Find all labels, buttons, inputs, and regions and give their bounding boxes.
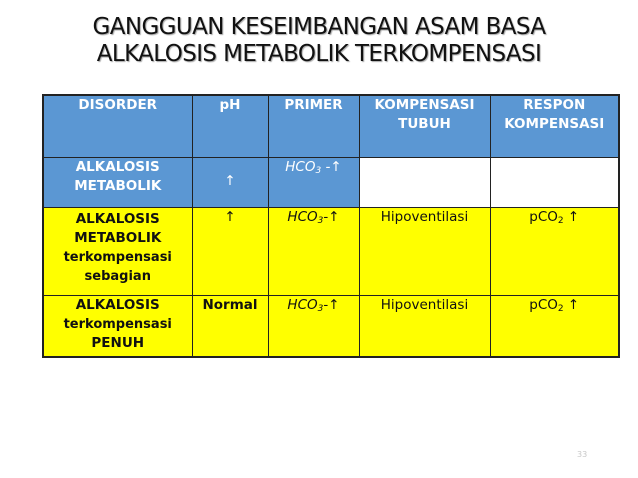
table-header-row	[43, 95, 619, 157]
cell-ph: Normal	[192, 295, 268, 357]
header-primer: PRIMER	[268, 95, 359, 157]
header-respon-kompensasi: RESPON KOMPENSASI	[490, 95, 619, 157]
title-line-1: GANGGUAN KESEIMBANGAN ASAM BASA	[92, 14, 546, 40]
cell-respon	[490, 157, 619, 207]
cell-ph	[192, 157, 268, 207]
cell-ph	[192, 207, 268, 295]
slide-title	[0, 14, 638, 68]
cell-kompensasi	[359, 157, 490, 207]
cell-primer: $HCO_3$ -↑	[268, 157, 359, 207]
acid-base-table	[42, 94, 620, 358]
page-number: 33	[577, 450, 588, 459]
cell-disorder: ALKALOSIS terkompensasi PENUH	[43, 295, 192, 357]
cell-primer: $HCO_3-↑$	[268, 295, 359, 357]
table-row	[43, 207, 619, 295]
header-ph: pH	[192, 95, 268, 157]
header-disorder: DISORDER	[43, 95, 192, 157]
title-line-2: ALKALOSIS METABOLIK TERKOMPENSASI	[96, 41, 542, 67]
header-kompensasi-tubuh: KOMPENSASI TUBUH	[359, 95, 490, 157]
arrow-up-icon: ↑	[224, 172, 236, 189]
table-row	[43, 295, 619, 357]
cell-disorder: ALKALOSIS METABOLIK terkompensasi sebagian	[43, 207, 192, 295]
arrow-up-icon: ↑	[224, 208, 236, 225]
cell-disorder: ALKALOSIS METABOLIK	[43, 157, 192, 207]
cell-kompensasi: Hipoventilasi	[359, 207, 490, 295]
table-row	[43, 157, 619, 207]
cell-kompensasi: Hipoventilasi	[359, 295, 490, 357]
cell-respon: pCO$_2$ ↑	[490, 207, 619, 295]
cell-primer: $HCO_3-↑$	[268, 207, 359, 295]
cell-respon: pCO$_2$ ↑	[490, 295, 619, 357]
